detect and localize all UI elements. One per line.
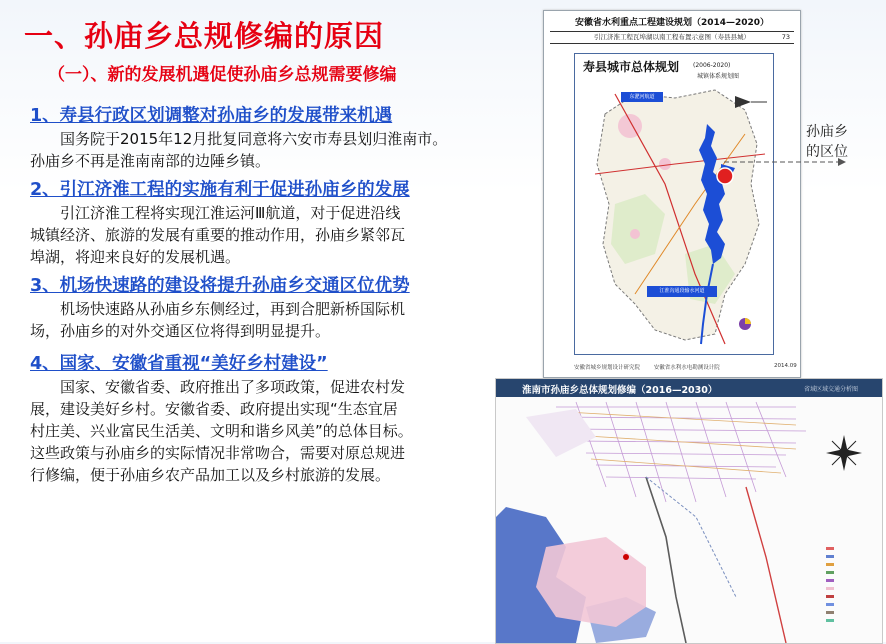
map-footer-org: 安徽省城乡规划设计研究院 (574, 365, 641, 371)
section-2 (30, 178, 490, 268)
map-inner-subtitle: 城镇体系规划图 (697, 73, 740, 80)
county-plan-map (543, 10, 801, 378)
section-title: 1、寿县行政区划调整对孙庙乡的发展带来机遇 (30, 106, 393, 126)
page-title: 一、孙庙乡总规修编的原因 (24, 19, 385, 53)
township-map-graphic (496, 397, 882, 643)
section-text (30, 376, 494, 486)
section-text (30, 128, 494, 172)
section-1 (30, 104, 490, 172)
text-line: 城镇经济、旅游的发展有重要的推动作用，孙庙乡紧邻瓦 (30, 226, 406, 244)
callout-arrow (720, 156, 850, 168)
text-line: 村庄美、兴业富民生活美、文明和谐乡风美”的总体目标。 (30, 422, 413, 440)
map-footer-year: 2014.09 (774, 363, 797, 369)
river-label: 东淝河航道 (629, 94, 655, 100)
township-plan-map (495, 378, 883, 644)
text-line: 这些政策与孙庙乡的实际情况非常吻合，需要对原总规进 (30, 444, 406, 462)
map-footer-org2: 安徽省水利水电勘测设计院 (653, 365, 720, 371)
text-line: 展，建设美好乡村。安徽省委、政府提出实现“生态宜居 (30, 400, 398, 418)
map-page-number: 73 (781, 33, 790, 41)
map2-header-right: 省域区域交通分析图 (803, 386, 858, 393)
section-text (30, 202, 494, 268)
section-text (30, 298, 494, 342)
map-header: 安徽省水利重点工程建设规划（2014—2020） (574, 18, 770, 28)
text-line: 机场快速路从孙庙乡东侧经过，再到合肥新桥国际机 (60, 300, 406, 318)
section-title: 2、引江济淮工程的实施有利于促进孙庙乡的发展 (30, 180, 410, 200)
text-line: 国务院于2015年12月批复同意将六安市寿县划归淮南市。 (60, 130, 448, 148)
county-map-graphic (575, 54, 773, 354)
text-line: 行修编，便于孙庙乡农产品加工以及乡村旅游的发展。 (30, 466, 391, 484)
map-frame (574, 53, 774, 355)
text-line: 埠湖，将迎来良好的发展机遇。 (30, 248, 241, 266)
text-line: 孙庙乡不再是淮南南部的边陲乡镇。 (30, 152, 271, 170)
section-title: 4、国家、安徽省重视“美好乡村建设” (30, 354, 328, 374)
page-subtitle: （一）、新的发展机遇促使孙庙乡总规需要修编 (48, 65, 397, 85)
section-title: 3、机场快速路的建设将提升孙庙乡交通区位优势 (30, 276, 410, 296)
map2-header: 淮南市孙庙乡总体规划修编（2016—2030） (522, 385, 718, 396)
map-inner-years: (2006-2020) (693, 62, 731, 69)
map-subheader-text: 引江济淮工程瓦埠湖以南工程布置示意图（寿县县城） (594, 33, 750, 41)
text-line: 引江济淮工程将实现江淮运河Ⅲ航道，对于促进沿线 (60, 204, 401, 222)
map-subheader (550, 31, 794, 44)
map-footer (574, 363, 720, 371)
section-4 (30, 352, 490, 486)
callout-line: 孙庙乡 (806, 124, 848, 140)
map-inner-title: 寿县城市总体规划 (583, 60, 680, 74)
text-line: 国家、安徽省委、政府推出了多项政策，促进农村发 (60, 378, 406, 396)
canal-label: 江淮沟通段输水河道 (659, 288, 705, 294)
callout-line: 的区位 (806, 144, 848, 160)
section-3 (30, 274, 490, 342)
text-line: 场，孙庙乡的对外交通区位将得到明显提升。 (30, 322, 331, 340)
